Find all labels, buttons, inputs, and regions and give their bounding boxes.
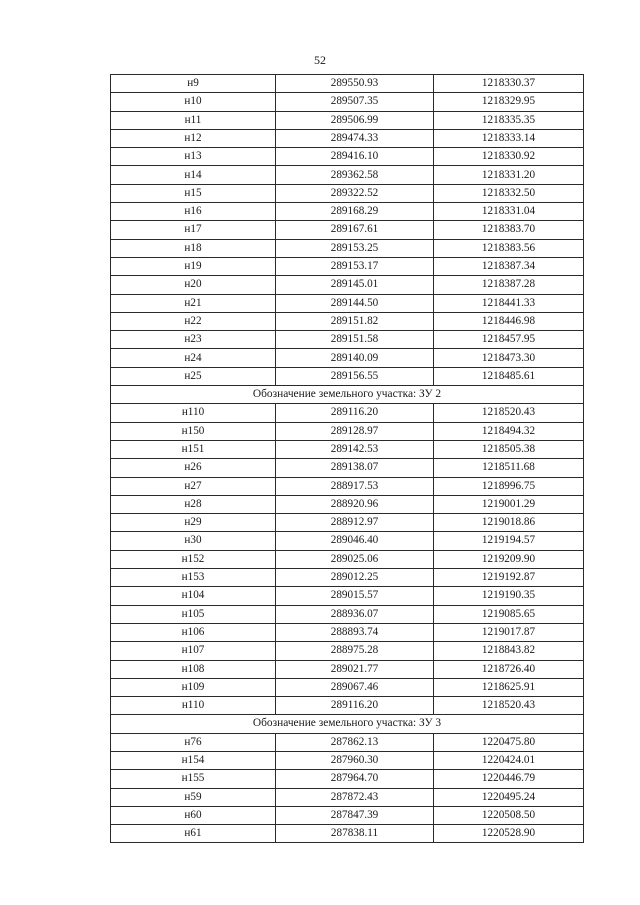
point-name-cell: н150 [111,422,276,440]
point-name-cell: н151 [111,440,276,458]
point-name-cell: н25 [111,367,276,385]
y-coordinate-cell: 1218387.34 [434,257,584,275]
point-name-cell: н11 [111,111,276,129]
table-row [111,312,584,330]
x-coordinate-cell: 289156.55 [276,367,434,385]
point-name-cell: н152 [111,550,276,568]
table-row [111,623,584,641]
y-coordinate-cell: 1220424.01 [434,751,584,769]
point-name-cell: н109 [111,678,276,696]
y-coordinate-cell: 1218843.82 [434,642,584,660]
y-coordinate-cell: 1218383.56 [434,239,584,257]
point-name-cell: н30 [111,532,276,550]
y-coordinate-cell: 1218383.70 [434,221,584,239]
x-coordinate-cell: 289153.25 [276,239,434,257]
point-name-cell: н153 [111,569,276,587]
table-row [111,733,584,751]
table-row [111,642,584,660]
table-row [111,550,584,568]
table-row [111,294,584,312]
point-name-cell: н9 [111,75,276,93]
x-coordinate-cell: 289025.06 [276,550,434,568]
y-coordinate-cell: 1218511.68 [434,459,584,477]
point-name-cell: н20 [111,276,276,294]
y-coordinate-cell: 1219209.90 [434,550,584,568]
x-coordinate-cell: 289015.57 [276,587,434,605]
point-name-cell: н14 [111,166,276,184]
x-coordinate-cell: 289474.33 [276,129,434,147]
table-row [111,129,584,147]
table-row [111,349,584,367]
table-row [111,697,584,715]
table-row [111,660,584,678]
point-name-cell: н59 [111,788,276,806]
point-name-cell: н27 [111,477,276,495]
y-coordinate-cell: 1218996.75 [434,477,584,495]
x-coordinate-cell: 289168.29 [276,203,434,221]
x-coordinate-cell: 289322.52 [276,184,434,202]
x-coordinate-cell: 287838.11 [276,825,434,843]
y-coordinate-cell: 1218446.98 [434,312,584,330]
x-coordinate-cell: 289128.97 [276,422,434,440]
y-coordinate-cell: 1218331.04 [434,203,584,221]
y-coordinate-cell: 1218333.14 [434,129,584,147]
x-coordinate-cell: 289151.82 [276,312,434,330]
point-name-cell: н17 [111,221,276,239]
table-row [111,587,584,605]
table-row [111,495,584,513]
table-row [111,806,584,824]
x-coordinate-cell: 289416.10 [276,148,434,166]
x-coordinate-cell: 289116.20 [276,697,434,715]
point-name-cell: н108 [111,660,276,678]
table-row [111,532,584,550]
x-coordinate-cell: 288975.28 [276,642,434,660]
x-coordinate-cell: 289167.61 [276,221,434,239]
x-coordinate-cell: 289012.25 [276,569,434,587]
y-coordinate-cell: 1218485.61 [434,367,584,385]
section-heading: Обозначение земельного участка: ЗУ 2 [111,386,584,404]
x-coordinate-cell: 287964.70 [276,770,434,788]
y-coordinate-cell: 1219085.65 [434,605,584,623]
table-row [111,770,584,788]
point-name-cell: н15 [111,184,276,202]
point-name-cell: н154 [111,751,276,769]
y-coordinate-cell: 1220508.50 [434,806,584,824]
table-row [111,239,584,257]
table-row [111,93,584,111]
point-name-cell: н26 [111,459,276,477]
table-row [111,477,584,495]
table-row [111,459,584,477]
x-coordinate-cell: 288917.53 [276,477,434,495]
x-coordinate-cell: 287862.13 [276,733,434,751]
point-name-cell: н16 [111,203,276,221]
y-coordinate-cell: 1218726.40 [434,660,584,678]
y-coordinate-cell: 1219018.86 [434,514,584,532]
x-coordinate-cell: 289151.58 [276,331,434,349]
table-row [111,75,584,93]
y-coordinate-cell: 1219001.29 [434,495,584,513]
table-row [111,788,584,806]
point-name-cell: н105 [111,605,276,623]
table-row [111,422,584,440]
section-heading: Обозначение земельного участка: ЗУ 3 [111,715,584,733]
x-coordinate-cell: 289153.17 [276,257,434,275]
y-coordinate-cell: 1220495.24 [434,788,584,806]
point-name-cell: н10 [111,93,276,111]
y-coordinate-cell: 1218335.35 [434,111,584,129]
point-name-cell: н18 [111,239,276,257]
point-name-cell: н110 [111,404,276,422]
table-row [111,440,584,458]
x-coordinate-cell: 287960.30 [276,751,434,769]
y-coordinate-cell: 1219190.35 [434,587,584,605]
x-coordinate-cell: 289021.77 [276,660,434,678]
table-row [111,221,584,239]
table-row [111,331,584,349]
x-coordinate-cell: 289507.35 [276,93,434,111]
point-name-cell: н110 [111,697,276,715]
y-coordinate-cell: 1219017.87 [434,623,584,641]
y-coordinate-cell: 1218457.95 [434,331,584,349]
point-name-cell: н19 [111,257,276,275]
point-name-cell: н155 [111,770,276,788]
x-coordinate-cell: 288920.96 [276,495,434,513]
table-row [111,605,584,623]
table-row [111,825,584,843]
x-coordinate-cell: 288936.07 [276,605,434,623]
point-name-cell: н29 [111,514,276,532]
point-name-cell: н12 [111,129,276,147]
coordinates-table-body [111,75,584,843]
point-name-cell: н61 [111,825,276,843]
y-coordinate-cell: 1218520.43 [434,697,584,715]
point-name-cell: н106 [111,623,276,641]
point-name-cell: н23 [111,331,276,349]
table-row [111,166,584,184]
point-name-cell: н60 [111,806,276,824]
x-coordinate-cell: 289116.20 [276,404,434,422]
x-coordinate-cell: 287847.39 [276,806,434,824]
table-row [111,367,584,385]
table-row [111,514,584,532]
y-coordinate-cell: 1218387.28 [434,276,584,294]
point-name-cell: н28 [111,495,276,513]
x-coordinate-cell: 287872.43 [276,788,434,806]
x-coordinate-cell: 289144.50 [276,294,434,312]
point-name-cell: н104 [111,587,276,605]
y-coordinate-cell: 1220446.79 [434,770,584,788]
x-coordinate-cell: 289067.46 [276,678,434,696]
section-heading-row [111,386,584,404]
coordinates-table [110,74,584,843]
point-name-cell: н21 [111,294,276,312]
table-row [111,184,584,202]
x-coordinate-cell: 289140.09 [276,349,434,367]
y-coordinate-cell: 1218625.91 [434,678,584,696]
y-coordinate-cell: 1218494.32 [434,422,584,440]
x-coordinate-cell: 289506.99 [276,111,434,129]
table-row [111,203,584,221]
y-coordinate-cell: 1218331.20 [434,166,584,184]
point-name-cell: н24 [111,349,276,367]
point-name-cell: н76 [111,733,276,751]
x-coordinate-cell: 289145.01 [276,276,434,294]
point-name-cell: н13 [111,148,276,166]
x-coordinate-cell: 288893.74 [276,623,434,641]
point-name-cell: н107 [111,642,276,660]
x-coordinate-cell: 289046.40 [276,532,434,550]
x-coordinate-cell: 289362.58 [276,166,434,184]
y-coordinate-cell: 1218520.43 [434,404,584,422]
table-row [111,276,584,294]
table-row [111,257,584,275]
y-coordinate-cell: 1218473.30 [434,349,584,367]
section-heading-row [111,715,584,733]
point-name-cell: н22 [111,312,276,330]
page-number: 52 [314,53,326,67]
y-coordinate-cell: 1218330.37 [434,75,584,93]
table-row [111,404,584,422]
y-coordinate-cell: 1218329.95 [434,93,584,111]
table-row [111,678,584,696]
table-row [111,569,584,587]
y-coordinate-cell: 1220528.90 [434,825,584,843]
table-row [111,148,584,166]
y-coordinate-cell: 1218505.38 [434,440,584,458]
x-coordinate-cell: 288912.97 [276,514,434,532]
table-row [111,751,584,769]
y-coordinate-cell: 1219194.57 [434,532,584,550]
y-coordinate-cell: 1218441.33 [434,294,584,312]
x-coordinate-cell: 289142.53 [276,440,434,458]
y-coordinate-cell: 1218330.92 [434,148,584,166]
table-row [111,111,584,129]
x-coordinate-cell: 289550.93 [276,75,434,93]
y-coordinate-cell: 1220475.80 [434,733,584,751]
y-coordinate-cell: 1219192.87 [434,569,584,587]
y-coordinate-cell: 1218332.50 [434,184,584,202]
x-coordinate-cell: 289138.07 [276,459,434,477]
